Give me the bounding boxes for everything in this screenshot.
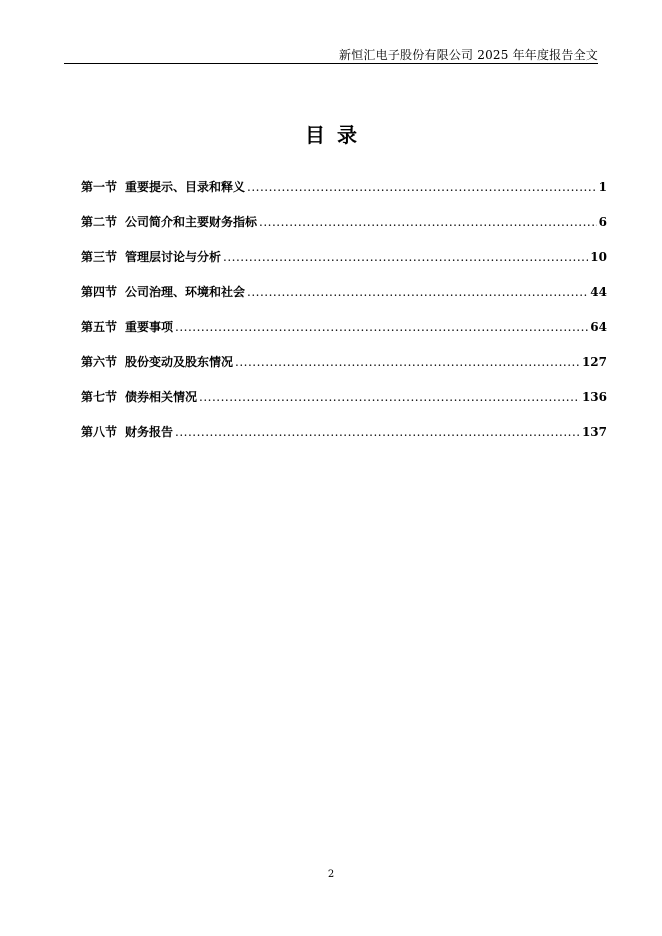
toc-section-number: 第二节	[81, 215, 118, 229]
toc-section-title: 公司治理、环境和社会	[125, 285, 246, 299]
toc-section-title: 重要提示、目录和释义	[125, 180, 246, 194]
toc-entry-section-5[interactable]	[81, 318, 607, 353]
toc-section-number: 第七节	[81, 390, 118, 404]
toc-section-title: 股份变动及股东情况	[125, 355, 234, 369]
toc-page-number: 127	[581, 355, 607, 369]
toc-page-number: 137	[581, 425, 607, 439]
header-divider	[64, 63, 598, 64]
toc-entry-section-7[interactable]	[81, 388, 607, 423]
table-of-contents	[81, 178, 607, 458]
toc-section-number: 第六节	[81, 355, 118, 369]
toc-entry-section-2[interactable]	[81, 213, 607, 248]
toc-dot-leader	[175, 320, 588, 334]
toc-dot-leader	[223, 250, 588, 264]
toc-entry-section-3[interactable]	[81, 248, 607, 283]
toc-dot-leader	[199, 390, 580, 404]
toc-page-number: 44	[590, 285, 607, 299]
toc-dot-leader	[175, 425, 580, 439]
toc-entry-section-1[interactable]	[81, 178, 607, 213]
toc-page-number: 64	[590, 320, 607, 334]
toc-section-title: 财务报告	[125, 425, 174, 439]
toc-section-title: 管理层讨论与分析	[125, 250, 222, 264]
toc-title: 目录	[305, 123, 369, 147]
toc-dot-leader	[247, 285, 588, 299]
toc-dot-leader	[259, 215, 597, 229]
toc-section-number: 第五节	[81, 320, 118, 334]
toc-dot-leader	[235, 355, 580, 369]
toc-page-number: 6	[598, 215, 607, 229]
toc-section-number: 第八节	[81, 425, 118, 439]
toc-page-number: 10	[590, 250, 607, 264]
toc-page-number: 136	[581, 390, 607, 404]
page-number: 2	[327, 869, 335, 880]
toc-dot-leader	[247, 180, 597, 194]
running-header: 新恒汇电子股份有限公司 2025 年年度报告全文	[339, 48, 598, 62]
toc-section-number: 第一节	[81, 180, 118, 194]
toc-entry-section-4[interactable]	[81, 283, 607, 318]
toc-section-title: 公司简介和主要财务指标	[125, 215, 258, 229]
toc-section-title: 债券相关情况	[125, 390, 198, 404]
toc-section-number: 第四节	[81, 285, 118, 299]
toc-section-title: 重要事项	[125, 320, 174, 334]
toc-entry-section-6[interactable]	[81, 353, 607, 388]
toc-page-number: 1	[598, 180, 607, 194]
toc-entry-section-8[interactable]	[81, 423, 607, 458]
toc-section-number: 第三节	[81, 250, 118, 264]
